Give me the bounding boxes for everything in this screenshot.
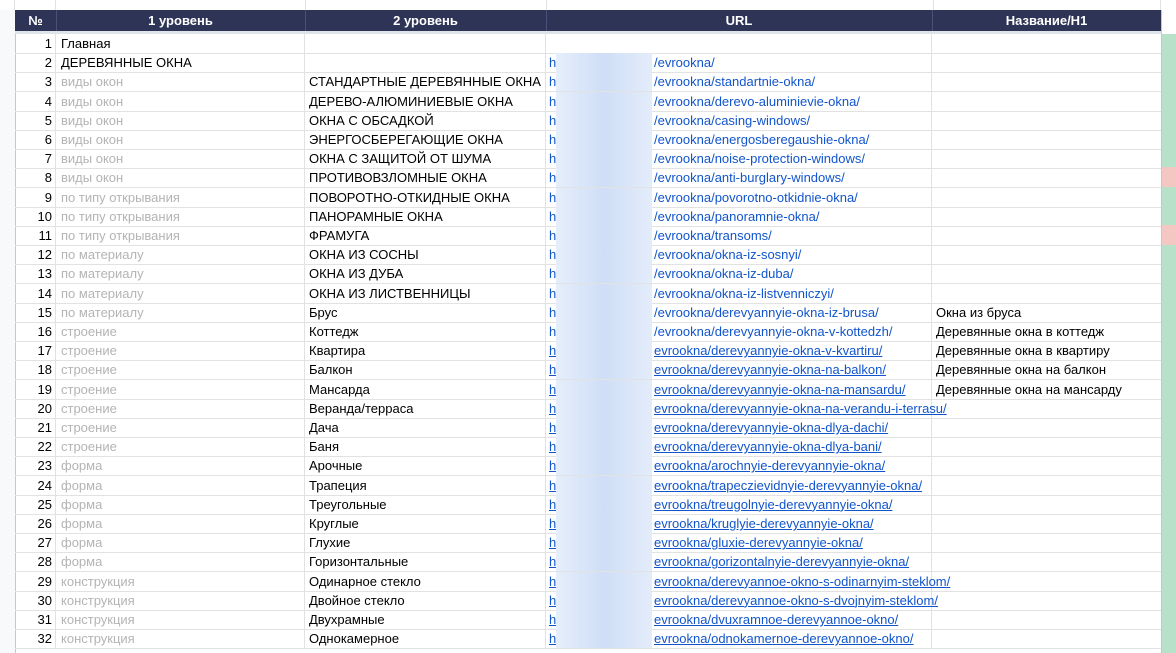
url-cell[interactable] (546, 418, 932, 437)
url-cell[interactable] (546, 476, 932, 495)
redacted-domain (556, 303, 652, 322)
table-row (15, 130, 1161, 150)
row-number[interactable]: 6 (15, 130, 56, 149)
url-prefix: h (549, 74, 557, 90)
title-cell[interactable] (932, 111, 1161, 130)
status-fill-red (1162, 225, 1176, 245)
url-link[interactable]: /evrookna/okna-iz-listvenniczyi/ (654, 285, 834, 301)
url-prefix: h (549, 189, 557, 205)
level1-cell[interactable]: форма (56, 476, 305, 495)
url-link[interactable]: /evrookna/anti-burglary-windows/ (654, 170, 845, 186)
url-cell[interactable] (546, 207, 932, 226)
row-number[interactable]: 31 (15, 610, 56, 629)
title-cell[interactable] (932, 226, 1161, 245)
title-cell[interactable] (932, 514, 1161, 533)
level2-cell[interactable]: Горизонтальные (305, 552, 546, 571)
status-fill-green (1162, 245, 1176, 653)
level1-cell[interactable]: виды окон (56, 92, 305, 111)
row-number[interactable]: 4 (15, 92, 56, 111)
title-cell[interactable] (932, 591, 1161, 610)
status-fill-green (1162, 187, 1176, 225)
table-row (15, 303, 1161, 323)
level1-cell[interactable]: строение (56, 380, 305, 399)
row-number[interactable]: 7 (15, 149, 56, 168)
url-link[interactable]: evrookna/derevyannyie-okna-na-balkon/ (654, 362, 886, 378)
row-number[interactable]: 14 (15, 284, 56, 303)
level1-cell[interactable]: форма (56, 533, 305, 552)
level2-cell[interactable]: Мансарда (305, 380, 546, 399)
level1-cell[interactable]: строение (56, 341, 305, 360)
url-link[interactable]: /evrookna/okna-iz-duba/ (654, 266, 794, 282)
url-prefix: h (549, 266, 557, 282)
row-number[interactable]: 2 (15, 53, 56, 72)
url-cell[interactable] (546, 245, 932, 264)
level1-cell[interactable]: форма (56, 456, 305, 475)
url-link[interactable]: /evrookna/standartnie-okna/ (654, 74, 816, 90)
url-cell[interactable] (546, 226, 932, 245)
url-cell[interactable] (546, 130, 932, 149)
url-prefix: h (549, 592, 557, 608)
row-number[interactable]: 8 (15, 168, 56, 187)
url-cell[interactable] (546, 322, 932, 341)
row-number[interactable]: 32 (15, 629, 56, 648)
url-prefix: h (549, 381, 557, 397)
level2-cell[interactable]: Баня (305, 437, 546, 456)
row-number[interactable]: 10 (15, 207, 56, 226)
table-row (15, 572, 1161, 592)
url-cell[interactable] (546, 533, 932, 552)
redacted-domain (556, 264, 652, 283)
header-row (15, 10, 1161, 31)
title-cell[interactable]: Деревянные окна в квартиру (936, 343, 1110, 359)
status-fill-red (1162, 167, 1176, 187)
level2-cell[interactable] (305, 34, 546, 53)
title-cell[interactable] (932, 629, 1161, 648)
row-number[interactable]: 24 (15, 476, 56, 495)
redacted-domain (556, 168, 652, 187)
row-number[interactable]: 18 (15, 360, 56, 379)
table-row (15, 168, 1161, 188)
url-cell[interactable] (546, 303, 932, 322)
level1-cell[interactable]: по типу открывания (56, 226, 305, 245)
level2-cell[interactable]: Квартира (305, 341, 546, 360)
level2-cell[interactable]: Веранда/терраса (305, 399, 546, 418)
redacted-domain (556, 130, 652, 149)
level2-cell[interactable]: ФРАМУГА (305, 226, 546, 245)
url-prefix: h (549, 631, 557, 647)
level1-cell[interactable]: по материалу (56, 245, 305, 264)
url-prefix: h (549, 304, 557, 320)
level2-cell[interactable]: ОКНА ИЗ ДУБА (305, 264, 546, 283)
url-prefix: h (549, 343, 557, 359)
header-level1[interactable]: 1 уровень (56, 10, 306, 31)
redacted-domain (556, 341, 652, 360)
row-number[interactable]: 21 (15, 418, 56, 437)
redacted-domain (556, 360, 652, 379)
status-fill-green (1162, 34, 1176, 177)
row-number[interactable]: 16 (15, 322, 56, 341)
url-cell[interactable] (546, 552, 932, 571)
level2-cell[interactable]: Трапеция (305, 476, 546, 495)
row-number[interactable]: 22 (15, 437, 56, 456)
url-cell[interactable] (546, 360, 932, 379)
level2-cell[interactable]: ОКНА ИЗ СОСНЫ (305, 245, 546, 264)
url-cell[interactable] (546, 456, 932, 475)
header-level2[interactable]: 2 уровень (305, 10, 547, 31)
title-cell[interactable]: Окна из бруса (936, 304, 1022, 320)
level1-cell[interactable]: ДЕРЕВЯННЫЕ ОКНА (56, 53, 305, 72)
level1-cell[interactable]: форма (56, 514, 305, 533)
redacted-domain (556, 437, 652, 456)
table-row (15, 380, 1161, 400)
url-cell[interactable] (546, 341, 932, 360)
redacted-domain (556, 245, 652, 264)
url-cell[interactable] (546, 92, 932, 111)
row-number[interactable]: 20 (15, 399, 56, 418)
level1-cell[interactable]: строение (56, 418, 305, 437)
row-number[interactable]: 19 (15, 380, 56, 399)
url-link[interactable]: /evrookna/derevyannyie-okna-iz-brusa/ (654, 304, 879, 320)
redacted-domain (556, 418, 652, 437)
header-url[interactable]: URL (546, 10, 933, 31)
level1-cell[interactable]: конструкция (56, 610, 305, 629)
redacted-domain (556, 456, 652, 475)
level1-cell[interactable]: виды окон (56, 72, 305, 91)
title-cell[interactable]: Деревянные окна на балкон (936, 362, 1107, 378)
level2-cell[interactable]: ПРОТИВОВЗЛОМНЫЕ ОКНА (305, 168, 546, 187)
table-row (15, 149, 1161, 169)
table-row (15, 629, 1161, 649)
url-cell[interactable] (546, 149, 932, 168)
table-row (15, 418, 1161, 438)
url-link[interactable]: /evrookna/noise-protection-windows/ (654, 151, 865, 167)
table-row (15, 264, 1161, 284)
table-row (15, 188, 1161, 208)
table-row (15, 72, 1161, 92)
level1-cell[interactable]: виды окон (56, 149, 305, 168)
url-prefix: h (549, 439, 557, 455)
url-prefix: h (549, 496, 557, 512)
level1-cell[interactable]: по типу открывания (56, 207, 305, 226)
url-cell[interactable] (546, 610, 932, 629)
level2-cell[interactable]: Одинарное стекло (305, 572, 546, 591)
url-cell[interactable] (546, 264, 932, 283)
url-prefix: h (549, 362, 557, 378)
redacted-domain (556, 53, 652, 72)
redacted-domain (556, 533, 652, 552)
level1-cell[interactable]: строение (56, 360, 305, 379)
table-row (15, 456, 1161, 476)
title-cell[interactable] (932, 456, 1161, 475)
level2-cell[interactable]: ПОВОРОТНО-ОТКИДНЫЕ ОКНА (305, 188, 546, 207)
url-prefix: h (549, 420, 557, 435)
level1-cell[interactable]: Главная (56, 34, 305, 53)
level2-cell[interactable] (305, 53, 546, 72)
url-cell[interactable] (546, 495, 932, 514)
level2-cell[interactable]: ОКНА С ОБСАДКОЙ (305, 111, 546, 130)
redacted-domain (556, 514, 652, 533)
row-number[interactable]: 29 (15, 572, 56, 591)
level1-cell[interactable]: конструкция (56, 572, 305, 591)
table-row (15, 610, 1161, 630)
url-link[interactable]: /evrookna/casing-windows/ (654, 112, 811, 128)
level1-cell[interactable]: строение (56, 437, 305, 456)
level2-cell[interactable]: Дача (305, 418, 546, 437)
title-cell[interactable]: Деревянные окна в коттедж (936, 324, 1105, 339)
row-number[interactable]: 3 (15, 72, 56, 91)
url-cell[interactable] (546, 591, 938, 610)
level2-cell[interactable]: СТАНДАРТНЫЕ ДЕРЕВЯННЫЕ ОКНА (305, 72, 546, 91)
row-number[interactable]: 30 (15, 591, 56, 610)
header-title[interactable]: Название/H1 (1005, 13, 1088, 28)
url-link[interactable]: /evrookna/povorotno-otkidnie-okna/ (654, 189, 858, 205)
title-cell[interactable] (932, 495, 1161, 514)
url-link[interactable]: evrookna/treugolnyie-derevyannyie-okna/ (654, 496, 893, 512)
table-row (15, 495, 1161, 515)
redacted-domain (556, 495, 652, 514)
url-cell[interactable] (546, 572, 951, 591)
redacted-domain (556, 610, 652, 629)
level1-cell[interactable]: виды окон (56, 168, 305, 187)
url-link[interactable]: /evrookna/panoramnie-okna/ (654, 208, 820, 224)
url-link[interactable]: evrookna/derevyannyie-okna-v-kvartiru/ (654, 343, 883, 359)
table-row (15, 360, 1161, 380)
url-prefix: h (549, 400, 557, 416)
redacted-domain (556, 188, 652, 207)
url-prefix: h (549, 516, 557, 531)
level1-cell[interactable]: по материалу (56, 264, 305, 283)
level1-cell[interactable]: по материалу (56, 284, 305, 303)
url-link[interactable]: evrookna/derevyannoe-okno-s-dvojnyim-steklom/ (654, 592, 938, 608)
table-row (15, 226, 1161, 246)
url-prefix: h (549, 612, 557, 627)
level1-cell[interactable]: форма (56, 552, 305, 571)
table-row (15, 284, 1161, 304)
level1-cell[interactable]: по типу открывания (56, 188, 305, 207)
level2-cell[interactable]: Брус (305, 303, 546, 322)
row-number[interactable]: 1 (15, 34, 56, 53)
url-link[interactable]: /evrookna/okna-iz-sosnyi/ (654, 247, 802, 263)
table-row (15, 92, 1161, 112)
redacted-domain (556, 552, 652, 571)
header-num[interactable]: № (15, 10, 57, 31)
redacted-domain (556, 149, 652, 168)
row-number[interactable]: 13 (15, 264, 56, 283)
title-cell[interactable] (932, 572, 1161, 591)
row-number[interactable]: 17 (15, 341, 56, 360)
url-cell[interactable] (546, 514, 932, 533)
url-link[interactable]: /evrookna/transoms/ (654, 228, 772, 243)
url-cell[interactable] (546, 437, 932, 456)
redacted-domain (556, 322, 652, 341)
url-cell[interactable] (546, 629, 932, 648)
title-cell[interactable] (932, 418, 1161, 437)
url-link[interactable]: evrookna/trapeczievidnyie-derevyannyie-okna/ (654, 477, 923, 493)
url-prefix: h (549, 208, 557, 224)
url-prefix: h (549, 554, 557, 570)
url-link[interactable]: evrookna/kruglyie-derevyannyie-okna/ (654, 516, 874, 531)
table-row (15, 514, 1161, 534)
url-cell[interactable] (546, 380, 932, 399)
title-cell[interactable] (932, 53, 1161, 72)
level1-cell[interactable]: конструкция (56, 591, 305, 610)
url-cell[interactable] (546, 399, 947, 418)
level2-cell[interactable]: Треугольные (305, 495, 546, 514)
level2-cell[interactable]: Двухрамные (305, 610, 546, 629)
level2-cell[interactable]: ОКНА ИЗ ЛИСТВЕННИЦЫ (305, 284, 546, 303)
level2-cell[interactable]: Арочные (305, 456, 546, 475)
level1-cell[interactable]: строение (56, 322, 305, 341)
url-link[interactable]: evrookna/derevyannyie-okna-dlya-dachi/ (654, 420, 889, 435)
row-number[interactable]: 15 (15, 303, 56, 322)
url-cell[interactable] (546, 111, 932, 130)
table-row (15, 552, 1161, 572)
level2-cell[interactable]: ЭНЕРГОСБЕРЕГАЮЩИЕ ОКНА (305, 130, 546, 149)
level2-cell[interactable]: ПАНОРАМНЫЕ ОКНА (305, 207, 546, 226)
url-cell[interactable] (546, 53, 932, 72)
title-cell[interactable] (932, 188, 1161, 207)
title-cell[interactable] (932, 533, 1161, 552)
url-link[interactable]: evrookna/arochnyie-derevyannyie-okna/ (654, 458, 886, 474)
title-cell[interactable] (932, 284, 1161, 303)
title-cell[interactable] (932, 245, 1161, 264)
url-link[interactable]: /evrookna/derevo-aluminievie-okna/ (654, 93, 860, 109)
url-prefix: h (549, 151, 557, 167)
table-row (15, 53, 1161, 73)
level2-cell[interactable]: Круглые (305, 514, 546, 533)
level2-cell[interactable]: Коттедж (305, 322, 546, 341)
level1-cell[interactable]: виды окон (56, 111, 305, 130)
title-cell[interactable] (932, 552, 1161, 571)
url-prefix: h (549, 285, 557, 301)
title-cell[interactable]: Деревянные окна на мансарду (936, 381, 1122, 397)
row-number[interactable]: 26 (15, 514, 56, 533)
url-prefix: h (549, 228, 557, 243)
level2-cell[interactable]: ДЕРЕВО-АЛЮМИНИЕВЫЕ ОКНА (305, 92, 546, 111)
row-number[interactable]: 25 (15, 495, 56, 514)
title-cell[interactable] (932, 34, 1161, 53)
redacted-domain (556, 629, 652, 648)
redacted-domain (556, 207, 652, 226)
level1-cell[interactable]: форма (56, 495, 305, 514)
url-cell[interactable] (546, 284, 932, 303)
url-link[interactable]: evrookna/dvuxramnoe-derevyannoe-okno/ (654, 612, 899, 627)
level2-cell[interactable]: Однокамерное (305, 629, 546, 648)
title-cell[interactable] (932, 610, 1161, 629)
url-cell[interactable] (546, 188, 932, 207)
url-link[interactable]: /evrookna/ (654, 55, 715, 71)
title-cell[interactable] (932, 130, 1161, 149)
redacted-domain (556, 92, 652, 111)
title-cell[interactable] (932, 437, 1161, 456)
level1-cell[interactable]: по материалу (56, 303, 305, 322)
table-row (15, 437, 1161, 457)
url-link[interactable]: evrookna/odnokamernoe-derevyannoe-okno/ (654, 631, 914, 647)
title-cell[interactable] (932, 207, 1161, 226)
redacted-domain (556, 399, 652, 418)
url-cell[interactable] (546, 168, 932, 187)
url-prefix: h (549, 112, 557, 128)
redacted-domain (556, 476, 652, 495)
level1-cell[interactable]: строение (56, 399, 305, 418)
row-number[interactable]: 5 (15, 111, 56, 130)
level2-cell[interactable]: ОКНА С ЗАЩИТОЙ ОТ ШУМА (305, 149, 546, 168)
row-number[interactable]: 11 (15, 226, 56, 245)
url-link[interactable]: /evrookna/derevyannyie-okna-v-kottedzh/ (654, 324, 893, 339)
level2-cell[interactable]: Глухие (305, 533, 546, 552)
table-row (15, 111, 1161, 131)
table-row (15, 245, 1161, 265)
row-number[interactable]: 27 (15, 533, 56, 552)
redacted-domain (556, 380, 652, 399)
url-link[interactable]: evrookna/derevyannoe-okno-s-odinarnyim-steklom/ (654, 573, 951, 589)
title-cell[interactable] (932, 168, 1161, 187)
table-row (15, 591, 1161, 611)
url-prefix: h (549, 247, 557, 263)
table-row (15, 533, 1161, 553)
url-link[interactable]: evrookna/gluxie-derevyannyie-okna/ (654, 535, 863, 551)
url-prefix: h (549, 573, 557, 589)
url-cell[interactable] (546, 34, 932, 53)
table-row (15, 322, 1161, 342)
url-prefix: h (549, 324, 557, 339)
title-cell[interactable] (932, 264, 1161, 283)
url-link[interactable]: evrookna/derevyannyie-okna-na-verandu-i-terrasu/ (654, 400, 947, 416)
row-number[interactable]: 28 (15, 552, 56, 571)
row-number[interactable]: 12 (15, 245, 56, 264)
table-row (15, 34, 1161, 54)
title-cell[interactable] (932, 476, 1161, 495)
url-prefix: h (549, 477, 557, 493)
table-row (15, 341, 1161, 361)
row-number[interactable]: 23 (15, 456, 56, 475)
redacted-domain (556, 72, 652, 91)
url-link[interactable]: /evrookna/energosberegaushie-okna/ (654, 132, 870, 147)
row-number[interactable]: 9 (15, 188, 56, 207)
url-prefix: h (549, 170, 557, 186)
title-cell[interactable] (932, 149, 1161, 168)
url-link[interactable]: evrookna/derevyannyie-okna-na-mansardu/ (654, 381, 906, 397)
url-cell[interactable] (546, 72, 932, 91)
url-link[interactable]: evrookna/gorizontalnyie-derevyannyie-okna/ (654, 554, 910, 570)
url-prefix: h (549, 132, 557, 147)
url-prefix: h (549, 55, 557, 71)
table-row (15, 207, 1161, 227)
level2-cell[interactable]: Двойное стекло (305, 591, 546, 610)
table-row (15, 399, 1161, 419)
title-cell[interactable] (932, 92, 1161, 111)
status-column (1161, 10, 1176, 653)
redacted-domain (556, 591, 652, 610)
level1-cell[interactable]: конструкция (56, 629, 305, 648)
redacted-domain (556, 572, 652, 591)
redacted-domain (556, 284, 652, 303)
table-row (15, 476, 1161, 496)
url-prefix: h (549, 458, 557, 474)
url-prefix: h (549, 93, 557, 109)
level1-cell[interactable]: виды окон (56, 130, 305, 149)
redacted-domain (556, 226, 652, 245)
title-cell[interactable] (932, 399, 1161, 418)
row-gutter[interactable] (0, 10, 16, 653)
redacted-domain (556, 111, 652, 130)
url-prefix: h (549, 535, 557, 551)
level2-cell[interactable]: Балкон (305, 360, 546, 379)
url-link[interactable]: evrookna/derevyannyie-okna-dlya-bani/ (654, 439, 882, 455)
title-cell[interactable] (932, 72, 1161, 91)
